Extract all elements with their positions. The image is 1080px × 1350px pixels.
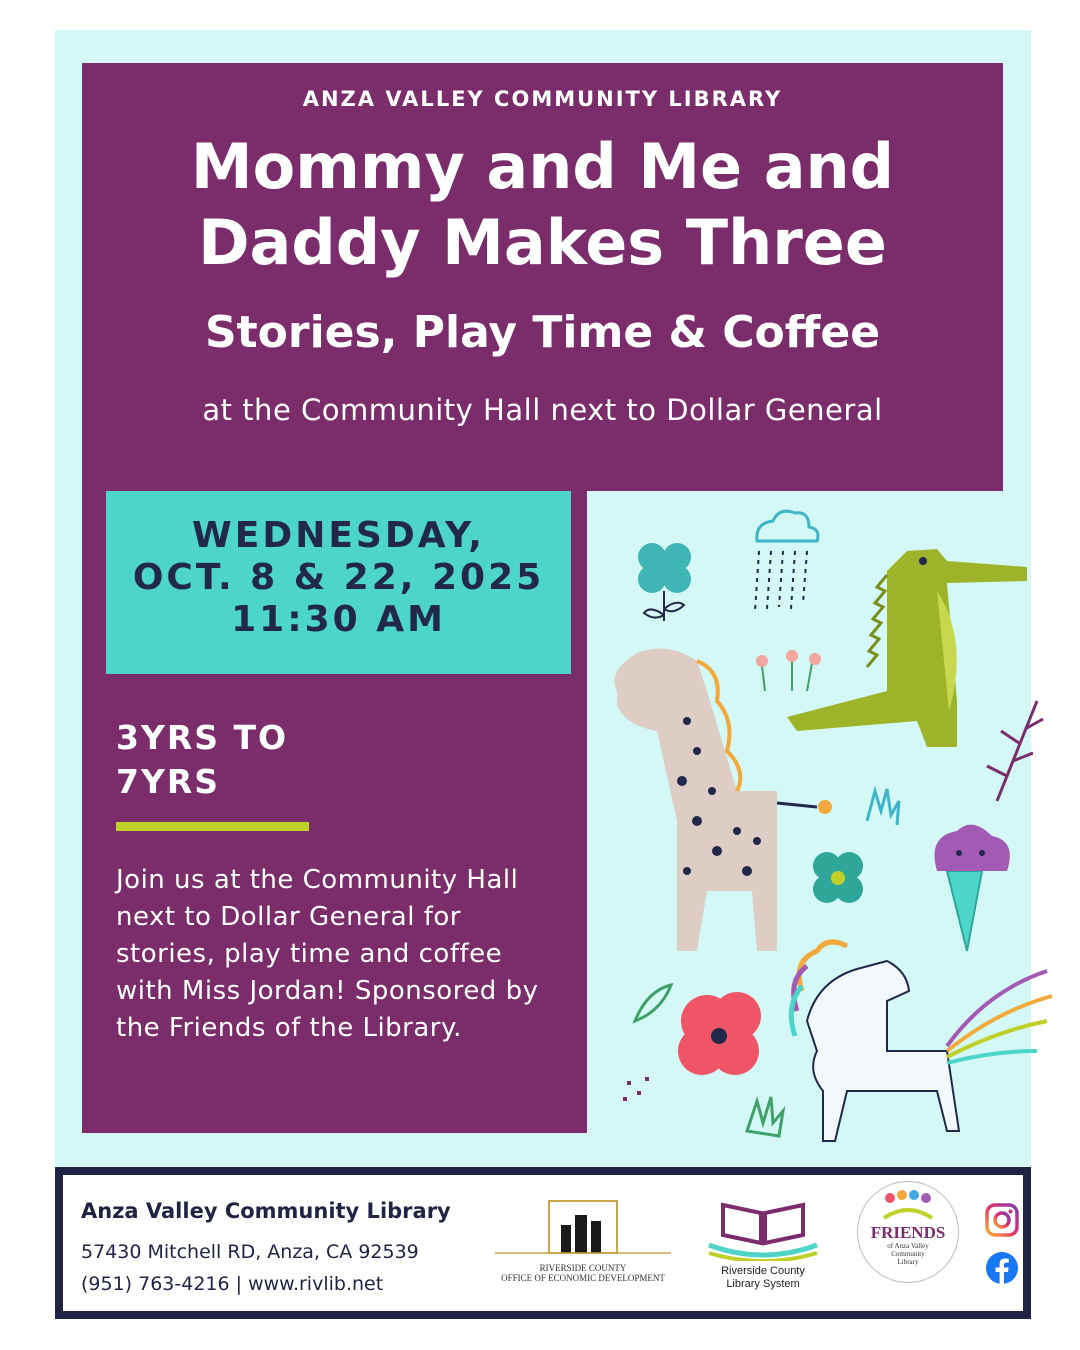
date-dates: OCT. 8 & 22, 2025 (132, 557, 545, 598)
footer-address: 57430 Mitchell RD, Anza, CA 92539 (81, 1241, 419, 1263)
header-banner (82, 63, 1003, 491)
age-range-line1: 3YRS TO (116, 718, 289, 757)
footer-contact: (951) 763-4216 | www.rivlib.net (81, 1273, 384, 1295)
date-time: 11:30 AM (231, 599, 446, 640)
event-title-line1: Mommy and Me and (190, 130, 895, 203)
building-icon (495, 1195, 671, 1259)
date-badge (106, 491, 571, 674)
grass-icon-2 (747, 1097, 783, 1136)
friends-people-icon (878, 1188, 938, 1220)
event-title (82, 129, 1003, 281)
oed-logo-line1: RIVERSIDE COUNTY (539, 1263, 627, 1273)
friends-logo-sub3: Library (897, 1258, 919, 1266)
friends-logo-sub1: of Anza Valley (887, 1242, 929, 1250)
rain-cloud-icon (755, 511, 818, 611)
oed-logo-line2: OFFICE OF ECONOMIC DEVELOPMENT (501, 1273, 665, 1283)
footer-bar (55, 1167, 1031, 1319)
footer-library-name: Anza Valley Community Library (81, 1199, 451, 1223)
red-flower-icon (678, 992, 761, 1075)
rcls-logo (703, 1195, 823, 1291)
animal-illustration (587, 491, 1057, 1171)
facebook-icon[interactable] (985, 1251, 1019, 1285)
ice-cream-icon (935, 825, 1010, 951)
tulip-flowers-icon (756, 650, 821, 691)
age-range-line2: 7YRS (116, 762, 221, 801)
decorative-dots (623, 1077, 649, 1101)
grass-icon (867, 789, 899, 825)
unicorn-icon (791, 942, 1052, 1141)
rcls-logo-line1: Riverside County (721, 1265, 805, 1277)
event-location: at the Community Hall next to Dollar General (202, 393, 883, 427)
event-title-line2: Daddy Makes Three (198, 206, 887, 279)
age-range (116, 716, 288, 804)
crocodile-icon (787, 549, 1027, 747)
friends-logo-title: FRIENDS (870, 1223, 946, 1242)
rcls-logo-line2: Library System (726, 1278, 800, 1290)
event-subtitle: Stories, Play Time & Coffee (204, 307, 881, 358)
leaf-icon-2 (635, 985, 671, 1021)
flower-icon (638, 543, 691, 621)
oed-logo (495, 1195, 671, 1283)
accent-divider (116, 822, 309, 831)
organization-label: ANZA VALLEY COMMUNITY LIBRARY (302, 87, 783, 111)
friends-logo-sub2: Community (891, 1250, 925, 1258)
event-description: Join us at the Community Hall next to Dollar General for stories, play time and coffee with Miss Jordan! Sponsored by the Friends of the Library. (116, 865, 539, 1043)
flower-icon-2 (813, 852, 863, 903)
open-book-icon (703, 1195, 823, 1261)
leaf-icon (987, 701, 1043, 801)
instagram-icon[interactable] (985, 1203, 1019, 1237)
date-weekday: WEDNESDAY, (192, 515, 485, 556)
friends-logo (857, 1181, 959, 1283)
giraffe-icon (615, 649, 833, 952)
